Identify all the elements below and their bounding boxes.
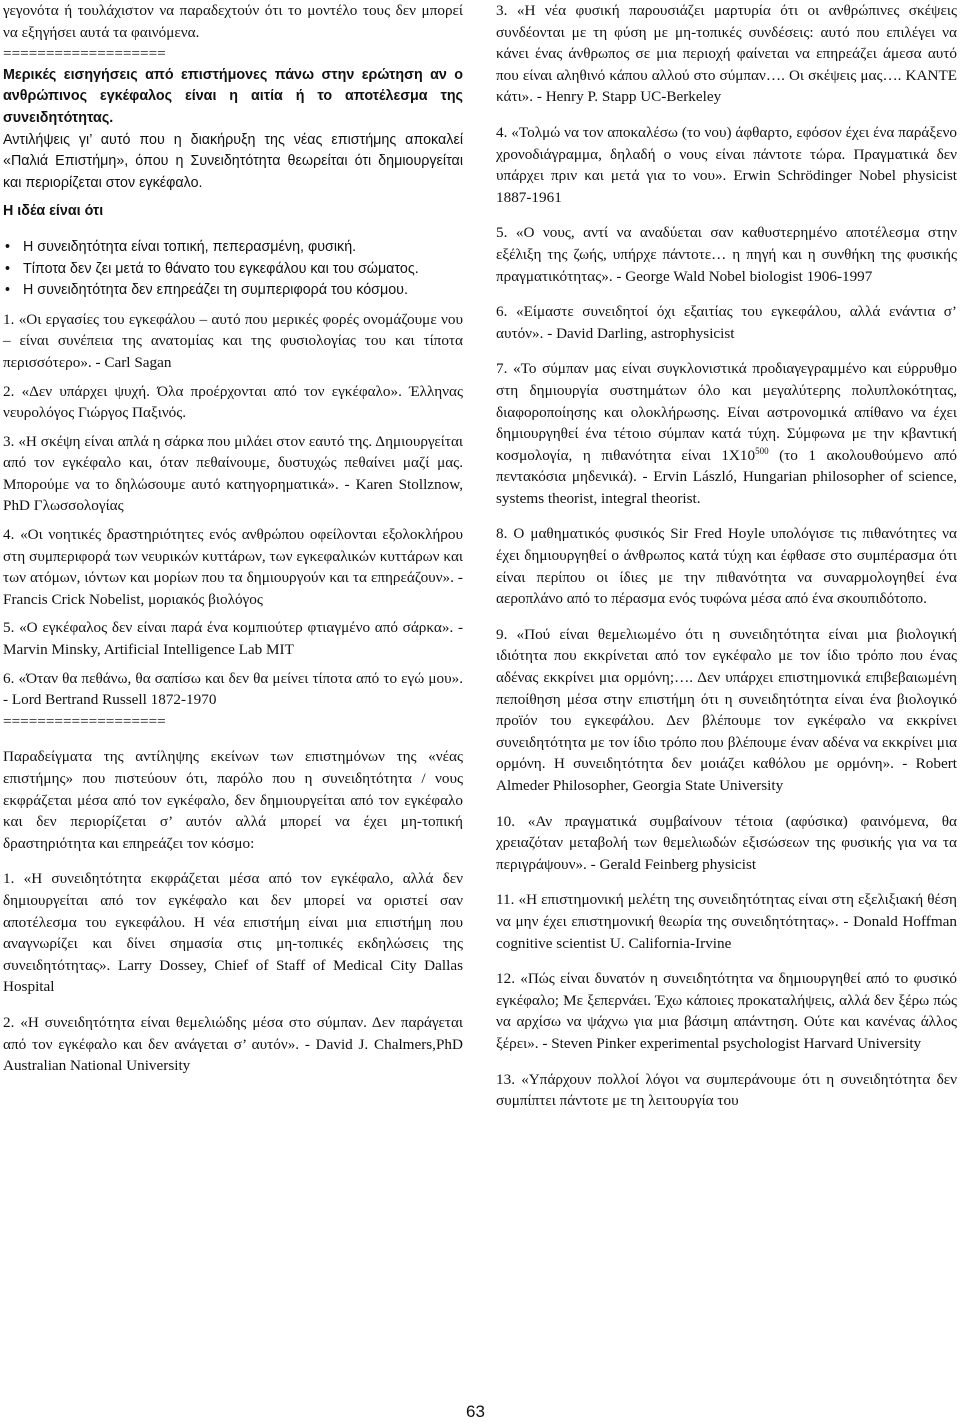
exponent: 500	[755, 445, 769, 456]
separator-rule: ===================	[3, 712, 166, 730]
quote-paragraph: 2. «Η συνειδητότητα είναι θεμελιώδης μέσα στο σύμπαν. Δεν παράγεται από τον εγκέφαλο και δεν ανάγεται σ’ αυτόν». - David J. Chalmers,PhD Australian National University	[3, 1013, 463, 1075]
right-column	[496, 0, 957, 1112]
list-item: • Τίποτα δεν ζει μετά το θάνατο του εγκεφάλου και του σώματος.	[3, 259, 463, 281]
quote-paragraph: 1. «Η συνειδητότητα εκφράζεται μέσα από τον εγκέφαλο, αλλά δεν δημιουργείται από τον εγκέφαλο και δεν μπορεί να οριστεί σαν αποτέλεσμα του εγκεφάλου. Η νέα επιστήμη είναι μια επιστήμη που αναγνωρίζει και δίνει σημασία στις μη-τοπικές εκδηλώσεις της συνειδητότητας». Larry Dossey, Chief of Staff of Medical City Dallas Hospital	[3, 870, 463, 996]
quote-text-tail: (το 1 ακολουθούμενο από πεντακόσια μηδενικά). - Ervin László, Hungarian philosopher of science, systems theorist, integral theorist.	[496, 446, 957, 507]
quote-paragraph: 1. «Οι εργασίες του εγκεφάλου – αυτό που μερικές φορές ονομάζουμε νου – είναι συνέπεια της ανατομίας και της φυσιολογίας του και τίποτα περισσότερο». - Carl Sagan	[3, 310, 463, 371]
idea-list	[3, 237, 463, 302]
quote-paragraph: 11. «Η επιστημονική μελέτη της συνειδητότητας είναι στη εξελιξιακή θέση να μην έχει επιστημονική θεωρία της συνειδητότητας». - Donald Hoffman cognitive scientist U. California-Irvine	[496, 891, 957, 952]
quote-text: 7. «Το σύμπαν μας είναι συγκλονιστικά προδιαγεγραμμένο και εύρρυθμο στη δημιουργία συστημάτων όλο και μεγαλύτερης πολυπλοκότητας, διαφοροποίησης και ολοκλήρωσης. Είναι αστρονομικά απίθανο να έχει δημιουργηθεί ένα τέτοιο σύμπαν κατά τύχη. Σύμφωνα με την κβαντική κοσμολογία, η πιθανότητα είναι 1X10	[496, 360, 957, 464]
quote-paragraph-7	[496, 358, 957, 509]
old-science-paragraph: Αντιλήψεις γι’ αυτό που η διακήρυξη της νέας επιστήμης αποκαλεί «Παλιά Επιστήμη», όπου η Συνειδητότητα θεωρείται ότι δημιουργείται και περιορίζεται στον εγκέφαλο.	[3, 131, 463, 191]
quote-paragraph: 13. «Υπάρχουν πολλοί λόγοι να συμπεράνουμε ότι η συνειδητότητα δεν συμπίπτει πάντοτε με τη λειτουργία του	[496, 1070, 957, 1110]
list-item: • Η συνειδητότητα δεν επηρεάζει τη συμπεριφορά του κόσμου.	[3, 280, 463, 302]
quote-paragraph: 12. «Πώς είναι δυνατόν η συνειδητότητα να δημιουργηθεί από το φυσικό εγκέφαλο; Με ξεπερνάει. Έχω κάποιες προκαταλήψεις, αλλά δεν ξέρω πώς να αρχίσω να ψάχνω για μια βάσιμη απάντηση. Ούτε και κανένας άλλος ξέρει». - Steven Pinker experimental psychologist Harvard University	[496, 970, 957, 1052]
idea-title: Η ιδέα είναι ότι	[3, 203, 104, 220]
quote-paragraph: 5. «Ο εγκέφαλος δεν είναι παρά ένα κομπιούτερ φτιαγμένο από σάρκα». - Marvin Minsky, Artificial Intelligence Lab MIT	[3, 619, 463, 659]
new-science-paragraph: Παραδείγματα της αντίληψης εκείνων των επιστημόνων της «νέας επιστήμης» που πιστεύουν ότι, παρόλο που η συνειδητότητα / νους εκφράζεται μέσα από τον εγκέφαλο, δεν δημιουργείται από τον εγκέφαλο και δεν περιορίζεται σ’ αυτόν αλλά μπορεί να έχει μη-τοπική δραστηριότητα και επηρεάζει τον κόσμο:	[3, 748, 463, 852]
quote-paragraph: 6. «Όταν θα πεθάνω, θα σαπίσω και δεν θα μείνει τίποτα από το εγώ μου». - Lord Bertrand Russell 1872-1970	[3, 669, 463, 709]
quote-paragraph: 8. Ο μαθηματικός φυσικός Sir Fred Hoyle υπολόγισε τις πιθανότητες να έχει δημιουργηθεί ο άνθρωπος κατά τύχη και έφθασε στο συμπέρασμα ότι είναι περίπου οι ίδιες με την πιθανότητα να συναρμολογηθεί ένα αεροπλάνο από το πέρασμα ενός τυφώνα μέσα από ένα σκουπιδότοπο.	[496, 525, 957, 608]
section-heading: Μερικές εισηγήσεις από επιστήμονες πάνω στην ερώτηση αν ο ανθρώπινος εγκέφαλος είναι η αιτία ή το αποτέλεσμα της συνειδητότητας.	[3, 66, 463, 126]
list-item: • Η συνειδητότητα είναι τοπική, πεπερασμένη, φυσική.	[3, 237, 463, 259]
intro-paragraph: γεγονότα ή τουλάχιστον να παραδεχτούν ότι το μοντέλο τους δεν μπορεί να εξηγήσει αυτά τα φαινόμενα.	[3, 2, 463, 41]
quote-paragraph: 3. «Η νέα φυσική παρουσιάζει μαρτυρία ότι οι ανθρώπινες σκέψεις συνδέονται με τη φύση με μη-τοπικές συνδέσεις: αυτό που επιλέγει να κάνει ένας άνθρωπος σε μια περιοχή φαίνεται να επηρεάζει άμεσα αυτό που είναι αληθινό κάπου αλλού στο σύμπαν…. Οι σκέψεις μας…. ΚΑΝΤΕ κάτι». - Henry P. Stapp UC-Berkeley	[496, 2, 957, 106]
quote-paragraph: 10. «Αν πραγματικά συμβαίνουν τέτοια (αφύσικα) φαινόμενα, θα χρειαζόταν μεταβολή των θεμελιωδών εξισώσεων της φυσικής για να τα περιγράψουν». - Gerald Feinberg physicist	[496, 812, 957, 873]
quote-paragraph: 4. «Τολμώ να τον αποκαλέσω (το νου) άφθαρτο, εφόσον έχει ένα παράξενο χρονοδιάγραμμα, δηλαδή ο νους είναι πάντοτε τώρα. Πραγματικά δεν υπάρχει πριν και μετά για το νου». Erwin Schrödinger Nobel physicist 1887-1961	[496, 123, 957, 206]
separator-rule: ===================	[3, 45, 166, 63]
quote-paragraph: 5. «Ο νους, αντί να αναδύεται σαν καθυστερημένο αποτέλεσμα στην εξέλιξη της ζωής, υπήρχε πάντοτε… η πηγή και η συνθήκη της φυσικής πραγματικότητας». - George Wald Nobel biologist 1906-1997	[496, 224, 957, 285]
quote-paragraph: 3. «Η σκέψη είναι απλά η σάρκα που μιλάει στον εαυτό της. Δημιουργείται από τον εγκέφαλο και, όταν πεθαίνουμε, δυστυχώς πεθαίνει μαζί μας. Μπορούμε να το δηλώσουμε αυτό κατηγορηματικά». - Karen Stollznow, PhD Γλωσσολογίας	[3, 432, 463, 515]
quote-paragraph: 2. «Δεν υπάρχει ψυχή. Όλα προέρχονται από τον εγκέφαλο». Έλληνας νευρολόγος Γιώργος Παξινός.	[3, 382, 463, 422]
quote-paragraph: 4. «Οι νοητικές δραστηριότητες ενός ανθρώπου οφείλονται εξολοκλήρου στη συμπεριφορά των νευρικών κυττάρων, των εγκεφαλικών κυττάρων και των ατόμων, ιόντων και μορίων που τα δημιουργούν και τα επηρεάζουν». - Francis Crick Nobelist, μοριακός βιολόγος	[3, 526, 463, 608]
quote-paragraph: 6. «Είμαστε συνειδητοί όχι εξαιτίας του εγκεφάλου, αλλά ενάντια σ’ αυτόν». - David Darling, astrophysicist	[496, 303, 957, 342]
page-number: 63	[466, 1402, 485, 1421]
quote-paragraph: 9. «Πού είναι θεμελιωμένο ότι η συνειδητότητα είναι μια βιολογική ιδιότητα που εκκρίνεται από τον εγκέφαλο με τον ίδιο τρόπο που ένας αδένας εκκρίνει μια ορμόνη;…. Δεν υπάρχει επιστημονικά επιβεβαιωμένη πεποίθηση μέσα στην επιστήμη ότι η συνειδητότητα είναι ένα βιολογικό προϊόν του εγκεφάλου. Δεν βλέπουμε τον εγκέφαλο να εκκρίνει συνειδητότητα με τον ίδιο τρόπο που βλέπουμε έναν αδένα να εκκρίνει μια ορμόνη. Η συνειδητότητα δεν μοιάζει καθόλου με ορμόνη». - Robert Almeder Philosopher, Georgia State University	[496, 625, 957, 794]
left-column	[3, 0, 463, 1077]
